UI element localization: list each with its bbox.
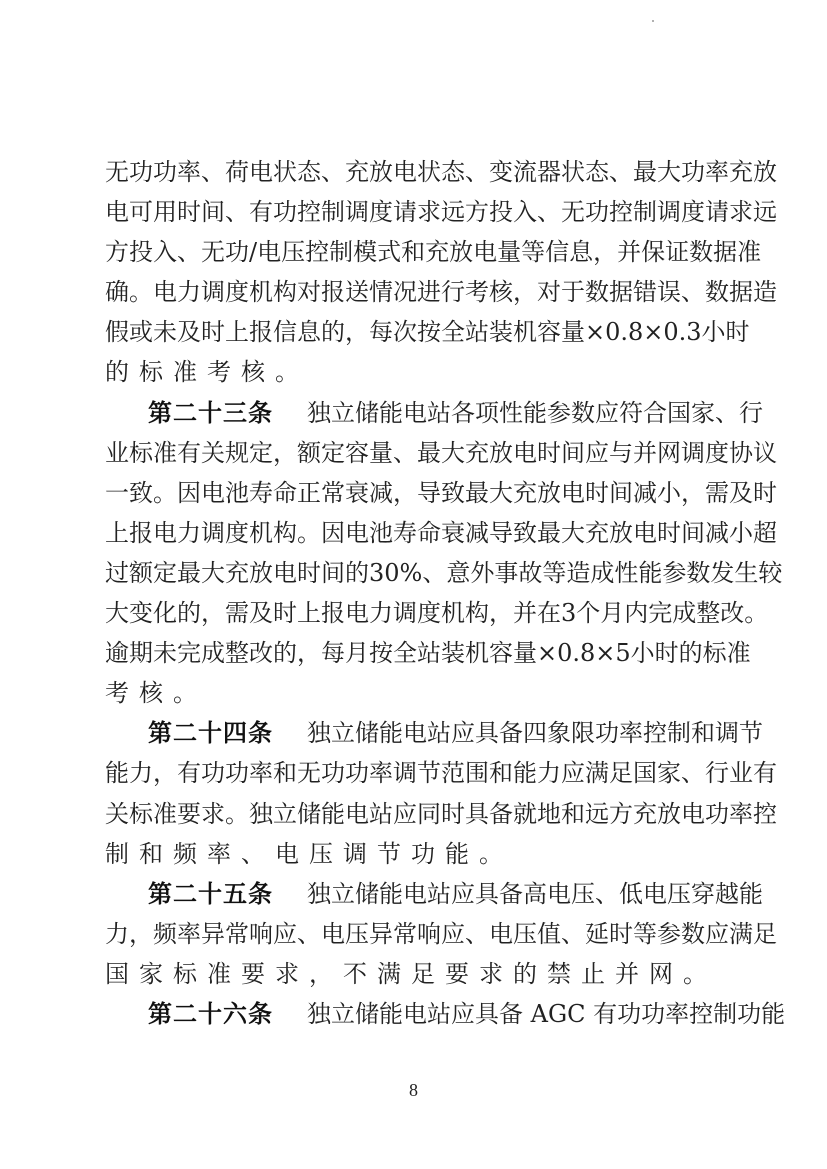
- text-line: 制和频率、电压调节功能。: [105, 839, 513, 868]
- article-25: [105, 874, 777, 994]
- document-body: [105, 152, 786, 1034]
- text-line: 独立储能电站应具备四象限功率控制和调节: [307, 719, 763, 748]
- paragraph-continuation: [105, 152, 777, 393]
- text-line: 无功功率、荷电状态、充放电状态、变流器状态、最大功率充放: [105, 158, 777, 186]
- text-line: 独立储能电站各项性能参数应符合国家、行: [307, 398, 763, 427]
- text-line: 确。电力调度机构对报送情况进行考核，对于数据错误、数据造: [105, 278, 777, 307]
- article-first-line: [105, 874, 763, 914]
- text-line: 能力，有功功率和无功功率调节范围和能力应满足国家、行业有: [105, 759, 777, 788]
- text-line: 考核。: [105, 679, 207, 708]
- text-line: 大变化的，需及时上报电力调度机构，并在3个月内完成整改。: [105, 599, 769, 628]
- article-first-line: [105, 393, 763, 433]
- article-26: [105, 994, 786, 1034]
- article-23: [105, 393, 783, 714]
- text-line: 独立储能电站应具备高电压、低电压穿越能: [307, 879, 763, 908]
- text-line: 业标准有关规定，额定容量、最大充放电时间应与并网调度协议: [105, 438, 777, 467]
- text-line: 电可用时间、有功控制调度请求远方投入、无功控制调度请求远: [105, 198, 777, 227]
- text-line: 假或未及时上报信息的，每次按全站装机容量×0.8×0.3小时: [105, 318, 750, 347]
- text-line: 一致。因电池寿命正常衰减，导致最大充放电时间减小，需及时: [105, 478, 777, 507]
- article-label: 第二十四条: [148, 719, 273, 748]
- article-first-line: [105, 713, 763, 753]
- text-line: 独立储能电站应具备 AGC 有功功率控制功能: [307, 999, 786, 1028]
- page-number: 8: [409, 1080, 418, 1100]
- text-line: 国家标准要求，不满足要求的禁止并网。: [105, 959, 717, 988]
- text-line: 上报电力调度机构。因电池寿命衰减导致最大充放电时间减小超: [105, 518, 777, 547]
- article-label: 第二十五条: [148, 879, 273, 908]
- text-line: 的标准考核。: [105, 358, 309, 387]
- text-line: 力，频率异常响应、电压异常响应、电压值、延时等参数应满足: [105, 919, 777, 948]
- text-line: 方投入、无功/电压控制模式和充放电量等信息，并保证数据准: [105, 238, 762, 267]
- scan-speck: [652, 20, 654, 22]
- text-line: 逾期未完成整改的，每月按全站装机容量×0.8×5小时的标准: [105, 639, 751, 668]
- text-line: 过额定最大充放电时间的30%、意外事故等造成性能参数发生较: [105, 558, 783, 587]
- article-24: [105, 713, 777, 873]
- article-first-line: [105, 994, 786, 1034]
- text-line: 关标准要求。独立储能电站应同时具备就地和远方充放电功率控: [105, 799, 777, 828]
- article-label: 第二十三条: [148, 398, 273, 427]
- article-label: 第二十六条: [148, 999, 273, 1028]
